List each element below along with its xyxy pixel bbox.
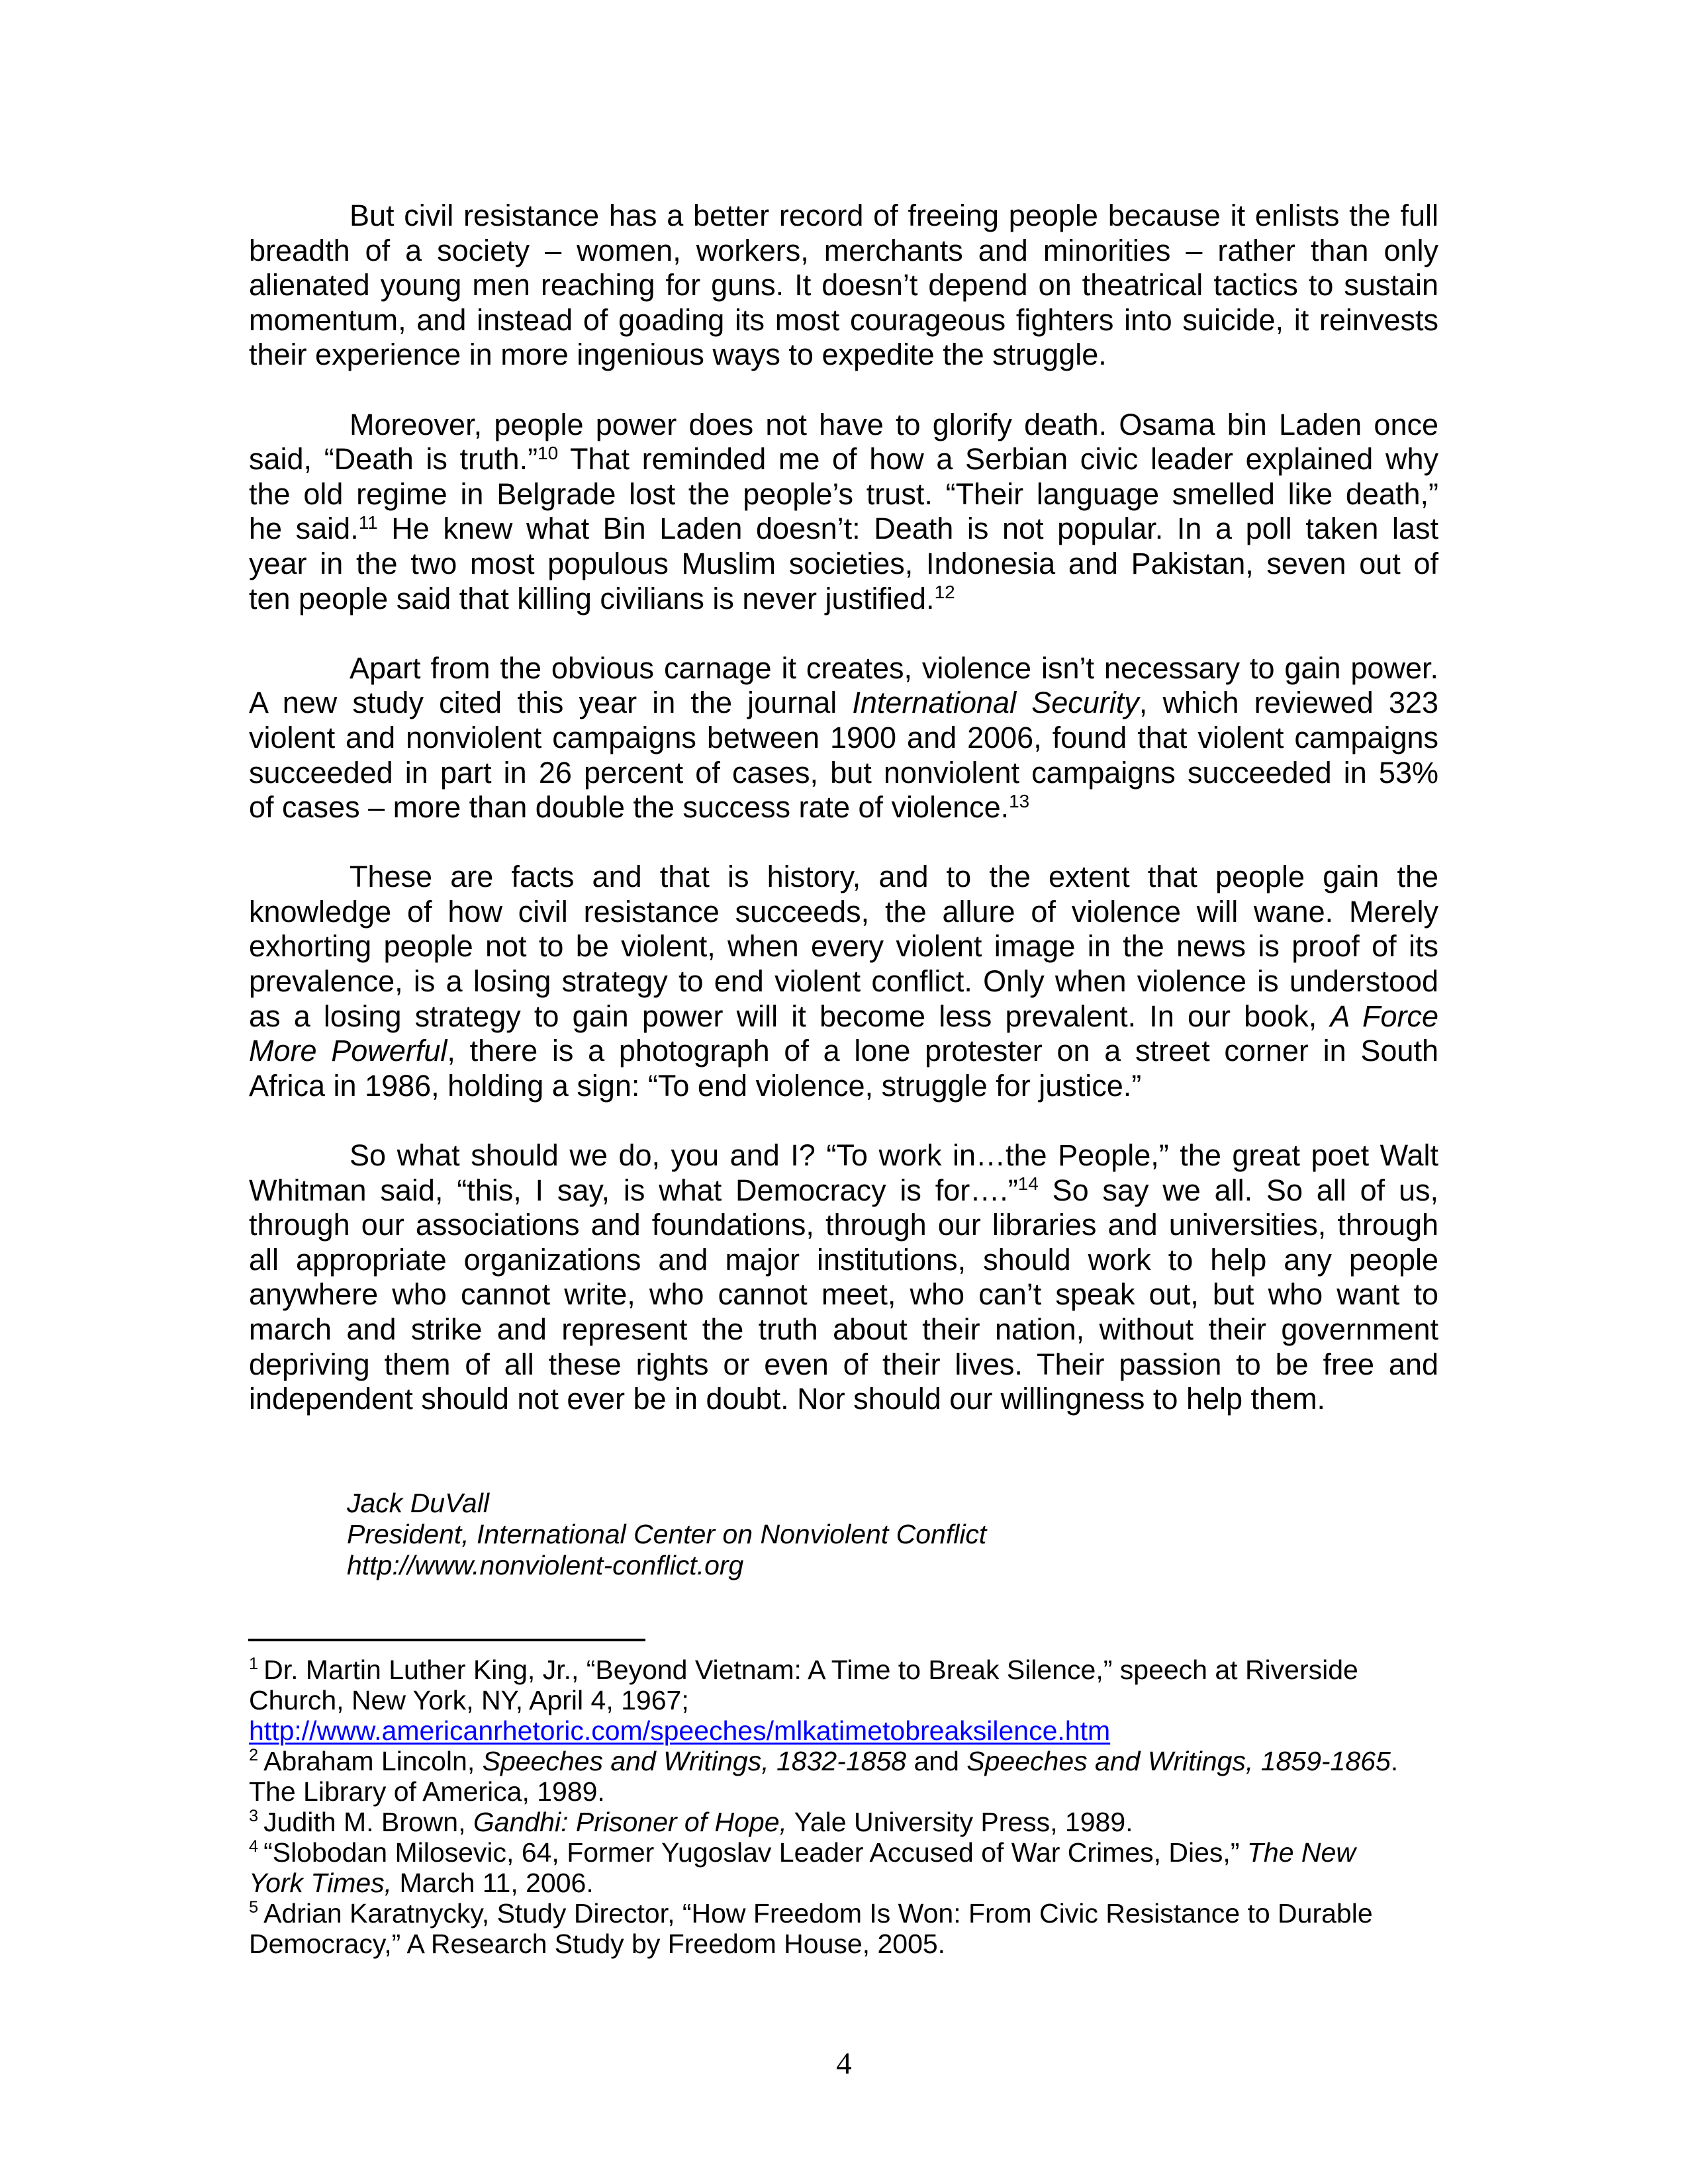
text-line: momentum, and instead of goading its most courageous fighters into suicide, it reinvests <box>249 302 1438 337</box>
footnote-reference[interactable]: 14 <box>1017 1173 1039 1195</box>
text-line: the old regime in Belgrade lost the people’s trust. “Their language smelled like death,” <box>249 477 1438 511</box>
text-line: ten people said that killing civilians is never justified.$^{12}$ <box>249 581 955 615</box>
italic-title: International Security <box>852 686 1139 720</box>
text-line: Apart from the obvious carnage it creates, violence isn’t necessary to gain power. <box>350 651 1438 685</box>
text-line: More Powerful, there is a photograph of a lone protester on a street corner in South <box>249 1034 1438 1068</box>
footnote-link[interactable]: http://www.americanrhetoric.com/speeches/mlkatimetobreaksilence.htm <box>249 1715 1111 1746</box>
text-line: year in the two most populous Muslim societies, Indonesia and Pakistan, seven out of <box>249 546 1438 580</box>
paragraph <box>249 408 1438 617</box>
text-line: all appropriate organizations and major institutions, should work to help any people <box>249 1242 1438 1277</box>
body-text <box>249 199 1438 1451</box>
footnote-2: $^2$ Abraham Lincoln, Speeches and Writings, 1832-1858 and Speeches and Writings, 1859-1865. <box>249 1745 1399 1776</box>
footnote-reference[interactable]: 12 <box>934 582 955 603</box>
footnote-reference[interactable]: 10 <box>538 442 559 463</box>
text-line: These are facts and that is history, and to the extent that people gain the <box>350 860 1438 894</box>
text-line: Whitman said, “this, I say, is what Democracy is for….”$^{14}$ So say we all. So all of us, <box>249 1173 1438 1207</box>
text-line: depriving them of all these rights or even of their lives. Their passion to be free and <box>249 1347 1438 1381</box>
text-line: breadth of a society – women, workers, merchants and minorities – rather than only <box>249 233 1438 267</box>
paragraph <box>249 1138 1438 1417</box>
text-line: prevalence, is a losing strategy to end violent conflict. Only when violence is understood <box>249 964 1438 999</box>
text-line: So what should we do, you and I? “To work in…the People,” the great poet Walt <box>350 1138 1438 1173</box>
italic-title: More Powerful <box>249 1034 447 1068</box>
text-line: Africa in 1986, holding a sign: “To end violence, struggle for justice.” <box>249 1068 1142 1103</box>
footnote-separator <box>248 1639 645 1641</box>
footnote-5: $^5$ Adrian Karatnycky, Study Director, “How Freedom Is Won: From Civic Resistance to Durable <box>249 1897 1373 1929</box>
text-line: anywhere who cannot write, who cannot meet, who can’t speak out, but who want to <box>249 1277 1438 1312</box>
paragraph <box>249 199 1438 373</box>
footnote-1: $^1$ Dr. Martin Luther King, Jr., “Beyond Vietnam: A Time to Break Silence,” speech at Riverside <box>249 1654 1358 1685</box>
text-line: exhorting people not to be violent, when every violent image in the news is proof of its <box>249 929 1438 964</box>
text-line: of cases – more than double the success rate of violence.$^{13}$ <box>249 790 1030 825</box>
text-line: through our associations and foundations, through our libraries and universities, through <box>249 1208 1438 1242</box>
paragraph <box>249 651 1438 825</box>
text-line: Moreover, people power does not have to glorify death. Osama bin Laden once <box>350 407 1438 441</box>
footnote-4: $^4$ “Slobodan Milosevic, 64, Former Yugoslav Leader Accused of War Crimes, Dies,” The New <box>249 1837 1356 1868</box>
footnote-number: 1 <box>249 1654 259 1673</box>
text-line: their experience in more ingenious ways to expedite the struggle. <box>249 338 1107 372</box>
footnote-number: 3 <box>249 1806 259 1825</box>
text-line: But civil resistance has a better record of freeing people because it enlists the full <box>350 199 1438 232</box>
text-line: A new study cited this year in the journal International Security, which reviewed 323 <box>249 686 1439 720</box>
footnote-number: 5 <box>249 1897 259 1917</box>
footnote-3: $^3$ Judith M. Brown, Gandhi: Prisoner of Hope, Yale University Press, 1989. <box>249 1806 1133 1837</box>
footnote-number: 2 <box>249 1745 259 1764</box>
author-url[interactable]: http://www.nonviolent-conflict.org <box>347 1550 744 1580</box>
text-line: succeeded in part in 26 percent of cases, but nonviolent campaigns succeeded in 53% <box>249 755 1438 790</box>
text-line: violent and nonviolent campaigns between 1900 and 2006, found that violent campaigns <box>249 720 1438 754</box>
footnote-number: 4 <box>249 1837 259 1856</box>
text-line: he said.$^{11}$ He knew what Bin Laden doesn’t: Death is not popular. In a poll taken last <box>249 512 1438 546</box>
author-name: Jack DuVall <box>347 1488 489 1518</box>
signature-block <box>347 1488 986 1581</box>
text-line: march and strike and represent the truth about their nation, without their government <box>249 1312 1438 1346</box>
paragraph <box>249 860 1438 1103</box>
author-title: President, International Center on Nonviolent Conflict <box>347 1519 987 1549</box>
text-line: independent should not ever be in doubt. Nor should our willingness to help them. <box>249 1382 1326 1416</box>
footnote-reference[interactable]: 11 <box>358 512 378 533</box>
italic-title: A Force <box>1330 999 1439 1033</box>
text-line: as a losing strategy to gain power will it become less prevalent. In our book, A Force <box>249 999 1439 1033</box>
page-number: 4 <box>836 2046 852 2081</box>
text-line: said, “Death is truth.”$^{10}$ That reminded me of how a Serbian civic leader explained why <box>249 442 1438 477</box>
footnote-reference[interactable]: 13 <box>1009 790 1030 811</box>
text-line: knowledge of how civil resistance succeeds, the allure of violence will wane. Merely <box>249 894 1438 929</box>
text-line: alienated young men reaching for guns. It doesn’t depend on theatrical tactics to sustain <box>249 268 1438 302</box>
footnotes: $^1$ Dr. Martin Luther King, Jr., “Beyond Vietnam: A Time to Break Silence,” speech at Riverside Church, New York, NY, April 4, 1967; http://www.americanrhetoric.com/speeches/mlkatimetobreaksilence.htm $^2$ Abraham Lincoln, Speeches and Writings, 1832-1858 and Speeches and Writings, 1859-1865. The Library of America, 1989. $^3$ Judith M. Brown, Gandhi: Prisoner of Hope, Yale University Press, 1989. $^4$ “Slobodan Milosevic, 64, Former Yugoslav Leader Accused of War Crimes, Dies,” The New York Times, March 11, 2006. $^5$ Adrian Karatnycky, Study Director, “How Freedom Is Won: From Civic Resistance to Durable Democracy,” A Research Study by Freedom House, 2005. <box>249 1655 1438 1959</box>
